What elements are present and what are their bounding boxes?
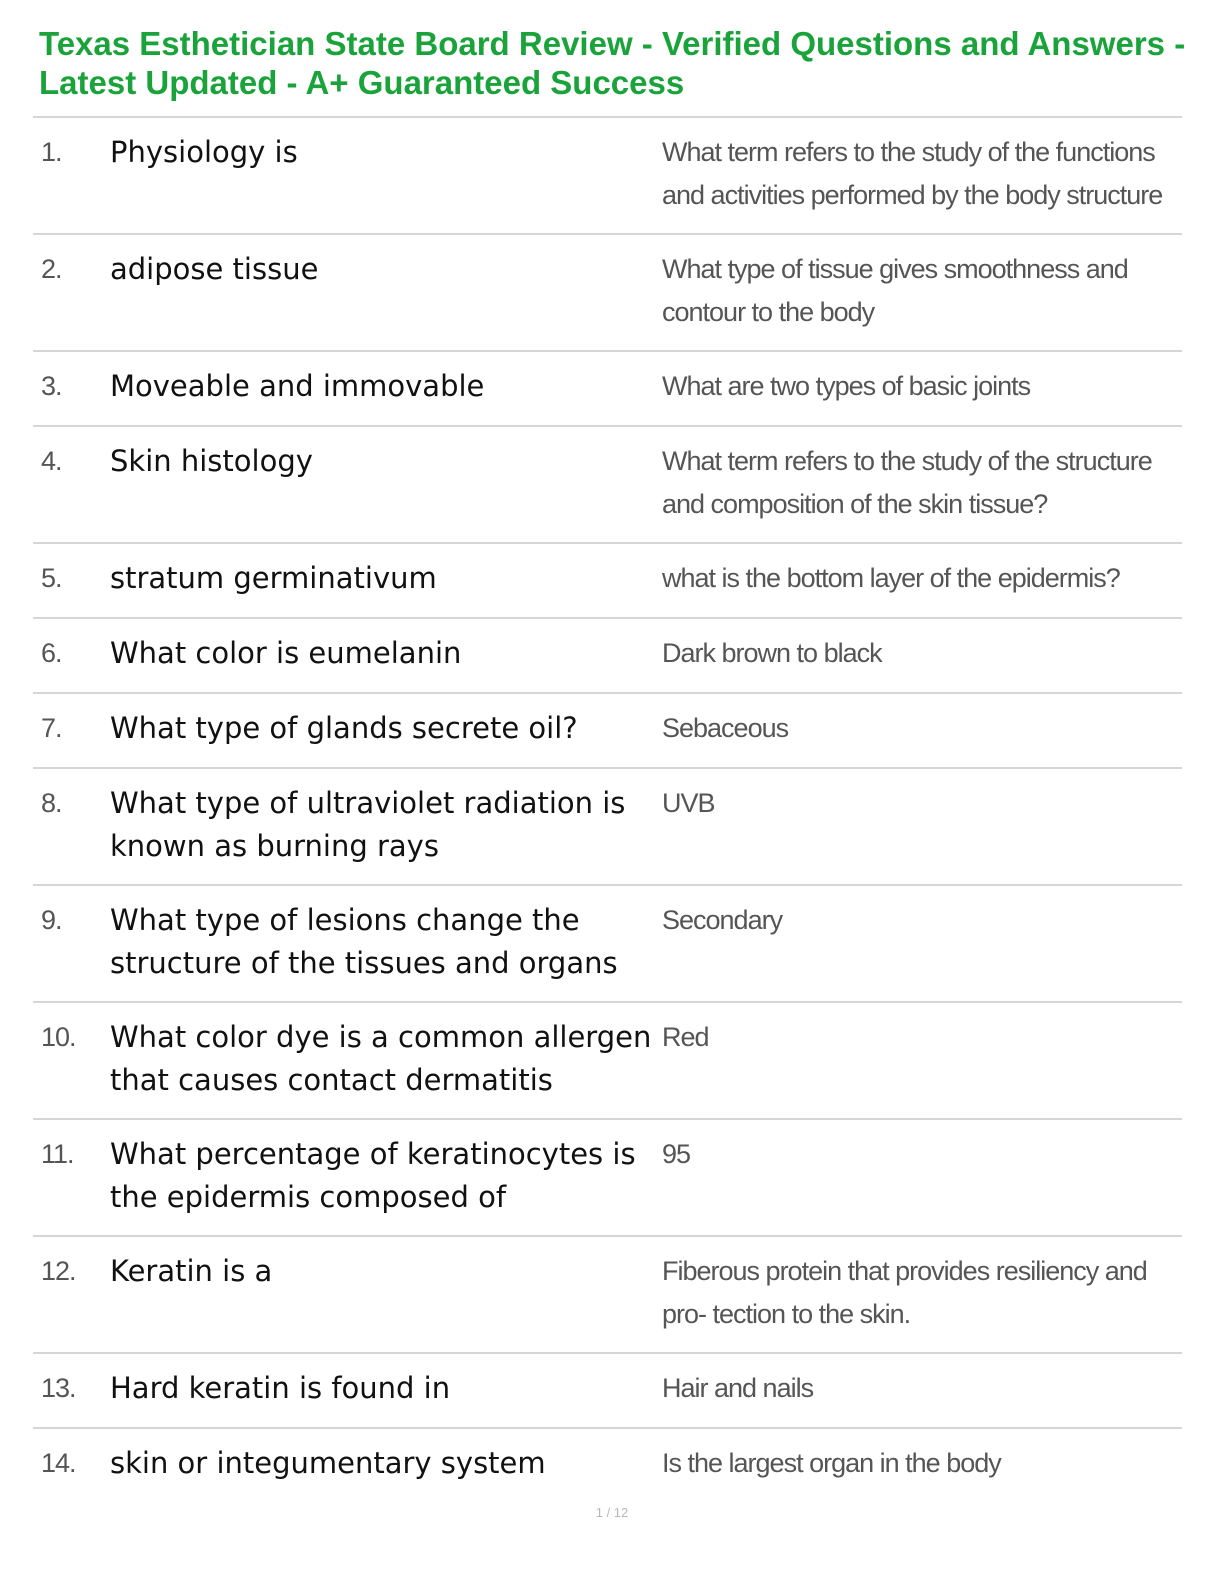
item-number: 4.: [41, 446, 62, 476]
table-row: [33, 1429, 1182, 1504]
item-definition: Sebaceous: [662, 713, 789, 743]
table-row: [33, 1003, 1182, 1120]
item-definition: Dark brown to black: [662, 638, 882, 668]
item-term: Hard keratin is found in: [110, 1371, 451, 1405]
table-row: [33, 427, 1182, 544]
item-term: stratum germinativum: [110, 561, 437, 595]
item-number: 5.: [41, 563, 62, 593]
table-row: [33, 886, 1182, 1003]
table-row: [33, 1120, 1182, 1237]
item-term: skin or integumentary system: [110, 1446, 546, 1480]
item-definition: What type of tissue gives smoothness and contour to the body: [662, 254, 1128, 327]
item-number: 6.: [41, 638, 62, 668]
item-definition: Red: [662, 1022, 709, 1052]
item-definition: Hair and nails: [662, 1373, 814, 1403]
item-number: 11.: [41, 1139, 74, 1169]
item-number: 2.: [41, 254, 62, 284]
table-row: [33, 352, 1182, 427]
table-row: [33, 235, 1182, 352]
table-row: [33, 118, 1182, 235]
item-definition: UVB: [662, 788, 715, 818]
item-number: 1.: [41, 137, 62, 167]
item-term: What color is eumelanin: [110, 636, 462, 670]
item-number: 9.: [41, 905, 62, 935]
item-number: 12.: [41, 1256, 76, 1286]
table-row: [33, 694, 1182, 769]
item-term: adipose tissue: [110, 252, 319, 286]
item-number: 8.: [41, 788, 62, 818]
table-row: [33, 1354, 1182, 1429]
item-definition: Fiberous protein that provides resiliency and pro- tection to the skin.: [662, 1256, 1147, 1329]
item-definition: what is the bottom layer of the epidermis?: [662, 563, 1120, 593]
item-number: 13.: [41, 1373, 76, 1403]
table-row: [33, 1237, 1182, 1354]
item-term: Skin histology: [110, 444, 313, 478]
item-term: What percentage of keratinocytes is the epidermis composed of: [110, 1137, 636, 1214]
item-definition: Secondary: [662, 905, 783, 935]
item-term: What type of glands secrete oil?: [110, 711, 578, 745]
item-definition: What term refers to the study of the structure and composition of the skin tissue?: [662, 446, 1152, 519]
item-term: What type of lesions change the structure of the tissues and organs: [110, 903, 618, 980]
item-definition: What are two types of basic joints: [662, 371, 1031, 401]
item-definition: What term refers to the study of the functions and activities performed by the body structure: [662, 137, 1163, 210]
item-number: 10.: [41, 1022, 76, 1052]
document-title: Texas Esthetician State Board Review - Verified Questions and Answers - Latest Updated - A+ Guaranteed Success: [39, 25, 1186, 101]
item-term: What color dye is a common allergen that causes contact dermatitis: [110, 1020, 652, 1097]
item-number: 7.: [41, 713, 62, 743]
item-term: Physiology is: [110, 135, 298, 169]
table-row: [33, 544, 1182, 619]
page-indicator: 1 / 12: [595, 1505, 629, 1520]
flashcard-table: [33, 116, 1182, 1504]
item-term: Moveable and immovable: [110, 369, 485, 403]
table-row: [33, 769, 1182, 886]
item-number: 14.: [41, 1448, 76, 1478]
item-number: 3.: [41, 371, 62, 401]
item-definition: Is the largest organ in the body: [662, 1448, 1001, 1478]
item-definition: 95: [662, 1139, 691, 1169]
item-term: Keratin is a: [110, 1254, 273, 1288]
item-term: What type of ultraviolet radiation is known as burning rays: [110, 786, 626, 863]
table-row: [33, 619, 1182, 694]
